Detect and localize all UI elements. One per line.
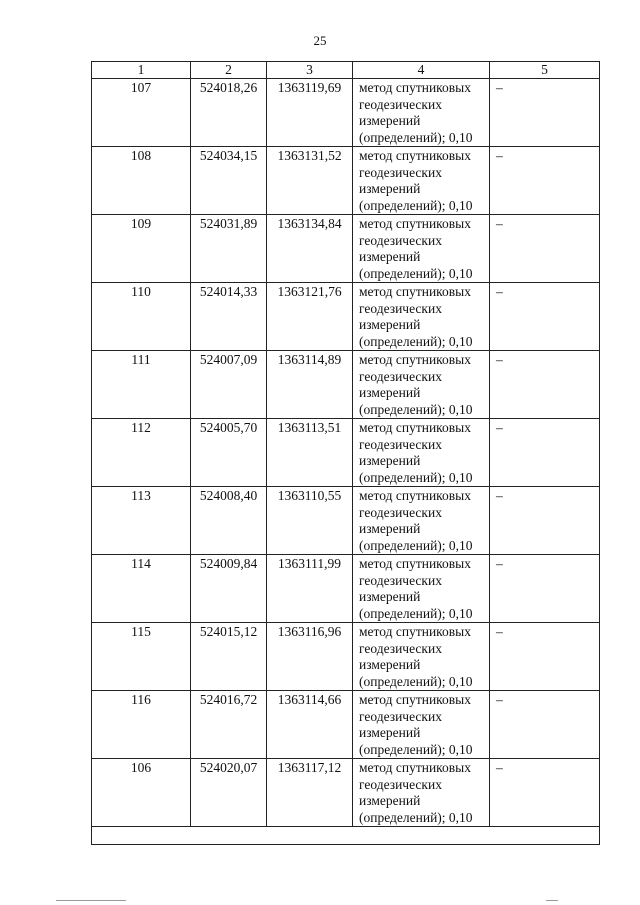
- method-text-line: геодезических: [359, 164, 442, 180]
- method-text-line: геодезических: [359, 232, 442, 248]
- method-text-line: измерений: [359, 249, 421, 264]
- point-number-cell: 113: [92, 487, 191, 555]
- method-text-line: метод спутниковых: [359, 148, 471, 163]
- note-cell: –: [490, 351, 600, 419]
- note-cell: –: [490, 759, 600, 827]
- method-text-line: измерений: [359, 793, 421, 808]
- note-cell: –: [490, 215, 600, 283]
- method-text-line: метод спутниковых: [359, 692, 471, 707]
- method-text-line: (определений); 0,10: [359, 469, 473, 485]
- coordinate-x-cell: 524009,84: [191, 555, 267, 623]
- coordinate-y-cell: 1363113,51: [267, 419, 353, 487]
- coordinate-x-cell: 524034,15: [191, 147, 267, 215]
- method-text-line: геодезических: [359, 436, 442, 452]
- point-number-cell: 106: [92, 759, 191, 827]
- header-col-1: 1: [92, 62, 191, 79]
- header-col-4: 4: [353, 62, 490, 79]
- coordinate-x-cell: 524018,26: [191, 79, 267, 147]
- coordinate-x-cell: 524005,70: [191, 419, 267, 487]
- table-header-row: [92, 62, 600, 79]
- table-row: [92, 623, 600, 691]
- method-text-line: (определений); 0,10: [359, 809, 473, 825]
- table-row: [92, 691, 600, 759]
- method-text-line: геодезических: [359, 96, 442, 112]
- table-row: [92, 79, 600, 147]
- point-number-cell: 114: [92, 555, 191, 623]
- table-row: [92, 487, 600, 555]
- method-cell: [353, 419, 490, 487]
- method-cell: [353, 487, 490, 555]
- method-text-line: (определений); 0,10: [359, 129, 473, 145]
- note-cell: –: [490, 555, 600, 623]
- note-cell: –: [490, 691, 600, 759]
- method-text-line: (определений); 0,10: [359, 333, 473, 349]
- method-text-line: измерений: [359, 181, 421, 196]
- table-row: [92, 147, 600, 215]
- method-cell: [353, 79, 490, 147]
- coordinates-table: [91, 61, 600, 845]
- coordinate-y-cell: 1363114,66: [267, 691, 353, 759]
- point-number-cell: 108: [92, 147, 191, 215]
- point-number-cell: 110: [92, 283, 191, 351]
- coordinate-y-cell: 1363110,55: [267, 487, 353, 555]
- coordinate-x-cell: 524007,09: [191, 351, 267, 419]
- method-cell: [353, 555, 490, 623]
- note-cell: –: [490, 79, 600, 147]
- method-cell: [353, 691, 490, 759]
- coordinate-y-cell: 1363114,89: [267, 351, 353, 419]
- point-number-cell: 116: [92, 691, 191, 759]
- method-text-line: метод спутниковых: [359, 488, 471, 503]
- coordinate-x-cell: 524015,12: [191, 623, 267, 691]
- method-text-line: измерений: [359, 589, 421, 604]
- method-cell: [353, 147, 490, 215]
- note-cell: –: [490, 147, 600, 215]
- point-number-cell: 112: [92, 419, 191, 487]
- method-text-line: геодезических: [359, 504, 442, 520]
- coordinate-x-cell: 524031,89: [191, 215, 267, 283]
- method-text-line: измерений: [359, 113, 421, 128]
- method-cell: [353, 215, 490, 283]
- coordinate-y-cell: 1363134,84: [267, 215, 353, 283]
- point-number-cell: 109: [92, 215, 191, 283]
- page-number: 25: [313, 33, 327, 48]
- point-number-cell: 111: [92, 351, 191, 419]
- footer-rule-short: [546, 900, 558, 901]
- footer-rule: [56, 900, 126, 901]
- method-text-line: метод спутниковых: [359, 216, 471, 231]
- note-cell: –: [490, 623, 600, 691]
- coordinate-y-cell: 1363117,12: [267, 759, 353, 827]
- method-text-line: (определений); 0,10: [359, 401, 473, 417]
- coordinate-x-cell: 524014,33: [191, 283, 267, 351]
- note-cell: –: [490, 487, 600, 555]
- method-text-line: измерений: [359, 453, 421, 468]
- method-cell: [353, 623, 490, 691]
- point-number-cell: 115: [92, 623, 191, 691]
- method-text-line: (определений); 0,10: [359, 741, 473, 757]
- coordinate-y-cell: 1363131,52: [267, 147, 353, 215]
- method-text-line: (определений); 0,10: [359, 265, 473, 281]
- header-col-2: 2: [191, 62, 267, 79]
- method-text-line: метод спутниковых: [359, 556, 471, 571]
- table-row: [92, 555, 600, 623]
- method-cell: [353, 283, 490, 351]
- note-cell: –: [490, 283, 600, 351]
- method-text-line: геодезических: [359, 300, 442, 316]
- method-text-line: измерений: [359, 657, 421, 672]
- coordinate-y-cell: 1363111,99: [267, 555, 353, 623]
- method-text-line: метод спутниковых: [359, 352, 471, 367]
- coordinate-x-cell: 524008,40: [191, 487, 267, 555]
- method-text-line: (определений); 0,10: [359, 673, 473, 689]
- method-text-line: метод спутниковых: [359, 284, 471, 299]
- method-cell: [353, 759, 490, 827]
- method-text-line: измерений: [359, 725, 421, 740]
- method-cell: [353, 351, 490, 419]
- coordinate-y-cell: 1363119,69: [267, 79, 353, 147]
- method-text-line: геодезических: [359, 368, 442, 384]
- note-cell: –: [490, 419, 600, 487]
- method-text-line: (определений); 0,10: [359, 537, 473, 553]
- method-text-line: геодезических: [359, 640, 442, 656]
- coordinate-x-cell: 524020,07: [191, 759, 267, 827]
- table-row: [92, 351, 600, 419]
- empty-footer-cell: [92, 827, 600, 845]
- method-text-line: метод спутниковых: [359, 420, 471, 435]
- header-col-3: 3: [267, 62, 353, 79]
- table-row: [92, 283, 600, 351]
- method-text-line: (определений); 0,10: [359, 605, 473, 621]
- method-text-line: геодезических: [359, 708, 442, 724]
- method-text-line: метод спутниковых: [359, 624, 471, 639]
- method-text-line: измерений: [359, 521, 421, 536]
- method-text-line: геодезических: [359, 572, 442, 588]
- table-footer-row: [92, 827, 600, 845]
- method-text-line: измерений: [359, 317, 421, 332]
- method-text-line: метод спутниковых: [359, 760, 471, 775]
- method-text-line: измерений: [359, 385, 421, 400]
- method-text-line: геодезических: [359, 776, 442, 792]
- table-row: [92, 215, 600, 283]
- coordinate-x-cell: 524016,72: [191, 691, 267, 759]
- point-number-cell: 107: [92, 79, 191, 147]
- table-body: [92, 79, 600, 845]
- table-row: [92, 759, 600, 827]
- coordinate-y-cell: 1363121,76: [267, 283, 353, 351]
- method-text-line: метод спутниковых: [359, 80, 471, 95]
- table-row: [92, 419, 600, 487]
- coordinate-y-cell: 1363116,96: [267, 623, 353, 691]
- method-text-line: (определений); 0,10: [359, 197, 473, 213]
- header-col-5: 5: [490, 62, 600, 79]
